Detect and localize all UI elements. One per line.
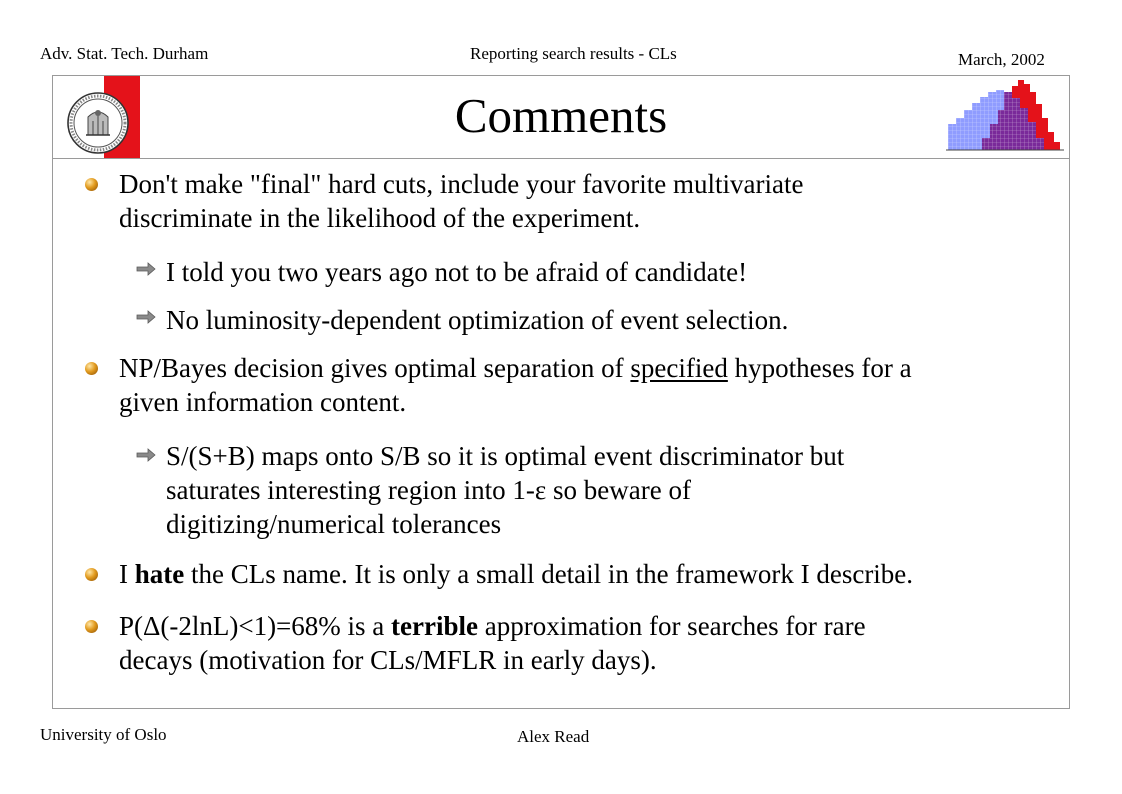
sub-arrow-icon — [136, 310, 156, 324]
footer-left: University of Oslo — [40, 725, 167, 744]
bullet-3-line: I hate the CLs name. It is only a small detail in the framework I describe. — [119, 559, 914, 589]
bullet-2-sub-line-3: digitizing/numerical tolerances — [166, 509, 502, 539]
header-date: March, 2002 — [958, 50, 1045, 69]
bullet-3-icon — [85, 568, 98, 581]
bullet-2-line-1: NP/Bayes decision gives optimal separation of specified hypotheses for a — [119, 353, 912, 383]
header-center: Reporting search results - CLs — [470, 44, 677, 63]
bullet-1-line-2: discriminate in the likelihood of the experiment. — [119, 203, 641, 233]
specified-underlined: specified — [630, 353, 728, 383]
bullet-1-line-1: Don't make "final" hard cuts, include your favorite multivariate — [119, 169, 804, 199]
header-left: Adv. Stat. Tech. Durham — [40, 44, 209, 63]
slide-title: Comments — [454, 88, 668, 143]
sub-arrow-icon — [136, 448, 156, 462]
footer-author: Alex Read — [517, 727, 590, 746]
title-divider — [53, 158, 1069, 159]
bullet-1-sub-2: No luminosity-dependent optimization of event selection. — [166, 305, 789, 335]
bullet-2-sub-line-1: S/(S+B) maps onto S/B so it is optimal event discriminator but — [166, 441, 845, 471]
sub-arrow-icon — [136, 262, 156, 276]
bullet-1-sub-1: I told you two years ago not to be afraid of candidate! — [166, 257, 748, 287]
bullet-2-sub-line-2: saturates interesting region into 1-ε so beware of — [166, 475, 691, 505]
bullet-4-line-2: decays (motivation for CLs/MFLR in early days). — [119, 645, 657, 675]
bullet-1-icon — [85, 178, 98, 191]
bullet-4-icon — [85, 620, 98, 633]
bullet-2-icon — [85, 362, 98, 375]
bullet-4-line-1: P(Δ(-2lnL)<1)=68% is a terrible approximation for searches for rare — [119, 611, 866, 641]
bullet-2-line-2: given information content. — [119, 387, 407, 417]
